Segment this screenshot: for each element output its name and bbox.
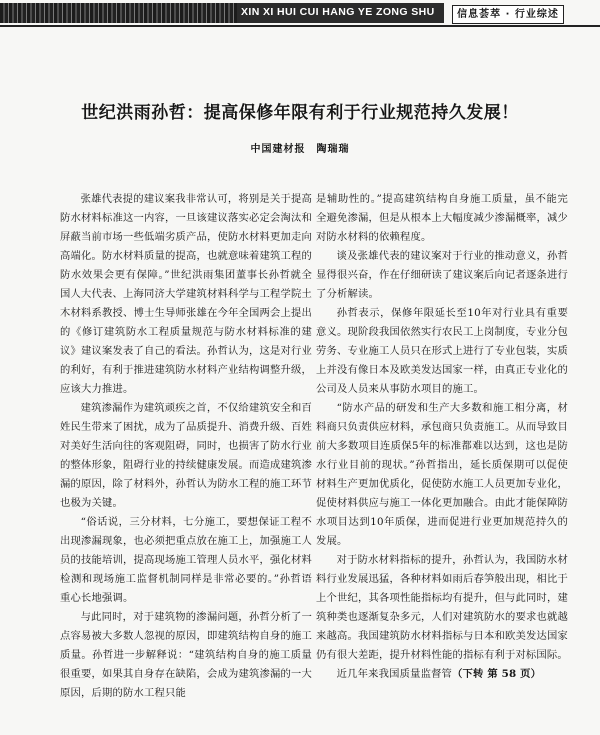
article-title: 世纪洪雨孙哲：提高保修年限有利于行业规范持久发展！ xyxy=(81,103,519,123)
paragraph: 建筑渗漏作为建筑顽疾之首，不仅给建筑安全和百姓民生带来了困扰，成为了品质提升、消费升级、百姓对美好生活向往的客观阻碍，同时，也损害了防水行业的整体形象，阻碍行业的持续健康发展。而造成建筑渗漏的原因，除了材料外，孙哲认为防水工程的施工环节也极为关键。 xyxy=(60,402,312,509)
paragraph: 谈及张雄代表的建议案对于行业的推动意义，孙哲显得很兴奋，作在仔细研读了建议案后向记者逐条进行了分析解读。 xyxy=(316,250,568,300)
paragraph: 孙哲表示，保修年限延长至10年对行业具有重要意义。现阶段我国依然实行农民工上岗制度，专业分包劳务、专业施工人员只在形式上进行了专业包装，实质上并没有像日本及欧美发达国家一样，由真正专业化的公司及人员来从事防水项目的施工。 xyxy=(316,307,568,395)
article-author: 中国建材报 陶瑞瑞 xyxy=(250,144,350,155)
continued-on-page-link[interactable]: （下转 第 58 页） xyxy=(452,668,542,680)
paragraph: 与此同时，对于建筑物的渗漏问题，孙哲分析了一点容易被大多数人忽视的原因，即建筑结构自身的施工质量。孙哲进一步解释说：“建筑结构自身的施工质量很重要，如果其自身存在缺陷，会成为建筑渗漏的一大原因，后期的防水工程只能 xyxy=(60,611,312,699)
header-pinyin: XIN XI HUI CUI HANG YE ZONG SHU xyxy=(241,6,435,18)
left-column xyxy=(60,190,312,703)
header-rule xyxy=(0,25,600,27)
paragraph: 是辅助性的。”提高建筑结构自身施工质量，虽不能完全避免渗漏，但是从根本上大幅度减少渗漏概率，减少对防水材料的依赖程度。 xyxy=(316,193,568,243)
paragraph: 张雄代表提的建议案我非常认可，将别是关于提高防水材料标准这一内容，一旦该建议落实必定会淘汰和屏蔽当前市场一些低端劣质产品，使防水材料更加走向高端化。防水材料质量的提高，也就意味着建筑工程的防水效果会更有保障。”世纪洪雨集团董事长孙哲就全国人大代表、上海同济大学建筑材料科学与工程学院土木材料系教授、博士生导师张雄在今年全国两会上提出的《修订建筑防水工程质量规范与防水材料标准的建议》建议案发表了自己的看法。孙哲认为，这是对行业的利好，有利于推进建筑防水材料产业结构调整升级，应该大力推进。 xyxy=(60,193,312,395)
paragraph: 对于防水材料指标的提升，孙哲认为，我国防水材料行业发展迅猛，各种材料如雨后春笋般出现，相比于上个世纪，其各项性能指标均有提升，但与此同时，建筑种类也逐渐复杂多元，人们对建筑防水的要求也就越来越高。我国建筑防水材料指标与日本和欧美发达国家仍有很大差距，提升材料性能的指标有利于对标国际。 xyxy=(316,554,568,661)
header-section-label: 信息荟萃 · 行业综述 xyxy=(452,5,564,24)
paragraph: “防水产品的研发和生产大多数和施工相分离，材料商只负责供应材料，承包商只负责施工。从而导致目前大多数项目连质保5年的标准都难以达到，这也是防水行业目前的现状。”孙哲指出，延长质保期可以促使材料生产更加优质化，促使防水施工人员更加专业化，促使材料供应与施工一体化更加融合。由此才能保障防水项目达到10年质保，进而促进行业更加规范持久的发展。 xyxy=(316,402,568,547)
last-paragraph xyxy=(316,665,568,684)
paragraph-text: 近几年来我国质量监督管 xyxy=(336,668,453,680)
page-header xyxy=(0,0,600,34)
right-column xyxy=(316,190,568,684)
paragraph: “俗话说，三分材料，七分施工，要想保证工程不出现渗漏现象，也必须把重点放在施工上，加强施工人员的技能培训，提高现场施工管理人员水平，强化材料检测和现场施工监督机制同样是非常必要的。”孙哲语重心长地强调。 xyxy=(60,516,312,604)
header-decor-bar xyxy=(0,3,237,23)
